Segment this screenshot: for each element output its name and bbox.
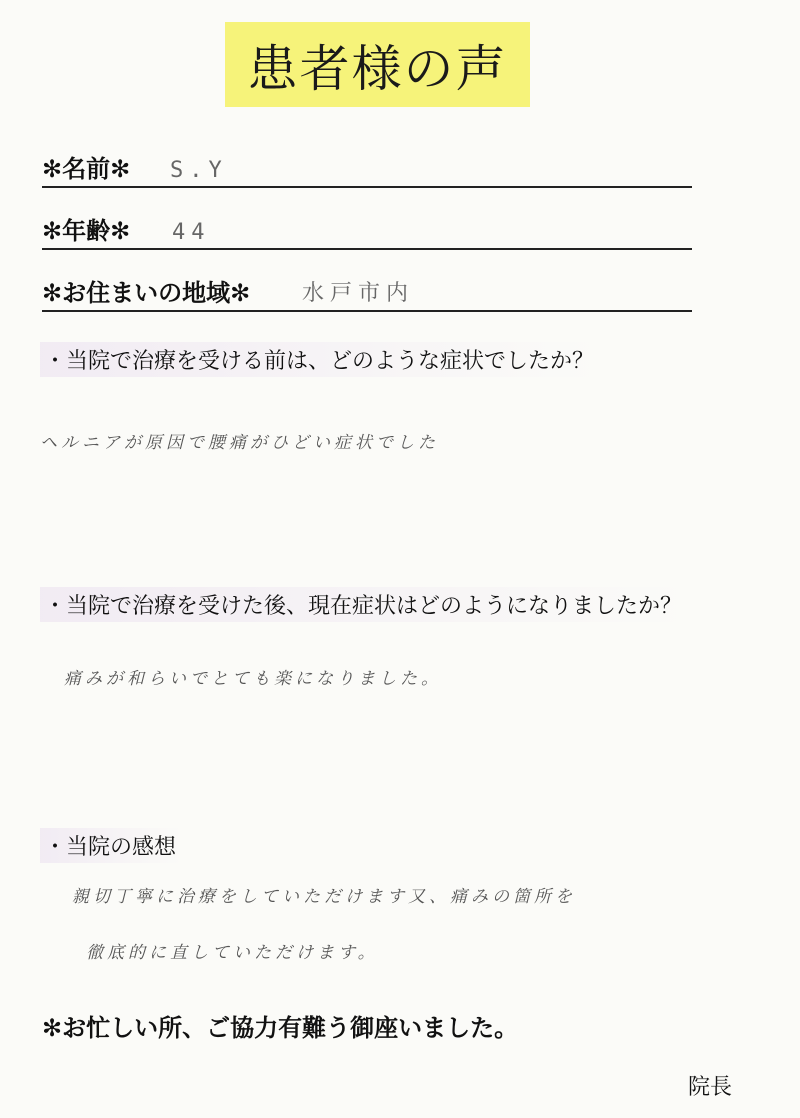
closing-message: ✻お忙しい所、ご協力有難う御座いました。 (42, 1014, 519, 1042)
area-label: ✻お住まいの地域✻ (42, 279, 251, 307)
question-after: ・当院で治療を受けた後、現在症状はどのようになりましたか？ (40, 587, 688, 622)
age-field (42, 214, 692, 250)
title-highlight (225, 22, 530, 107)
page-title: 患者様の声 (247, 39, 508, 98)
name-field (42, 152, 692, 188)
name-value: S.Y (170, 158, 228, 183)
answer-impression-line2: 徹底的に直していただけます。 (86, 943, 379, 963)
age-label: ✻年齢✻ (42, 217, 131, 245)
answer-after: 痛みが和らいでとても楽になりました。 (64, 669, 442, 689)
answer-before: ヘルニアが原因で腰痛がひどい症状でした (40, 433, 439, 453)
age-value: 44 (172, 220, 211, 245)
name-label: ✻名前✻ (42, 155, 131, 183)
question-before: ・当院で治療を受ける前は、どのような症状でしたか？ (40, 342, 600, 377)
signature: 院長 (688, 1075, 733, 1100)
area-field (42, 276, 692, 312)
answer-impression-line1: 親切丁寧に治療をしていただけます又、痛みの箇所を (72, 887, 576, 907)
area-value: 水戸市内 (302, 281, 415, 306)
question-impression: ・当院の感想 (40, 828, 182, 863)
